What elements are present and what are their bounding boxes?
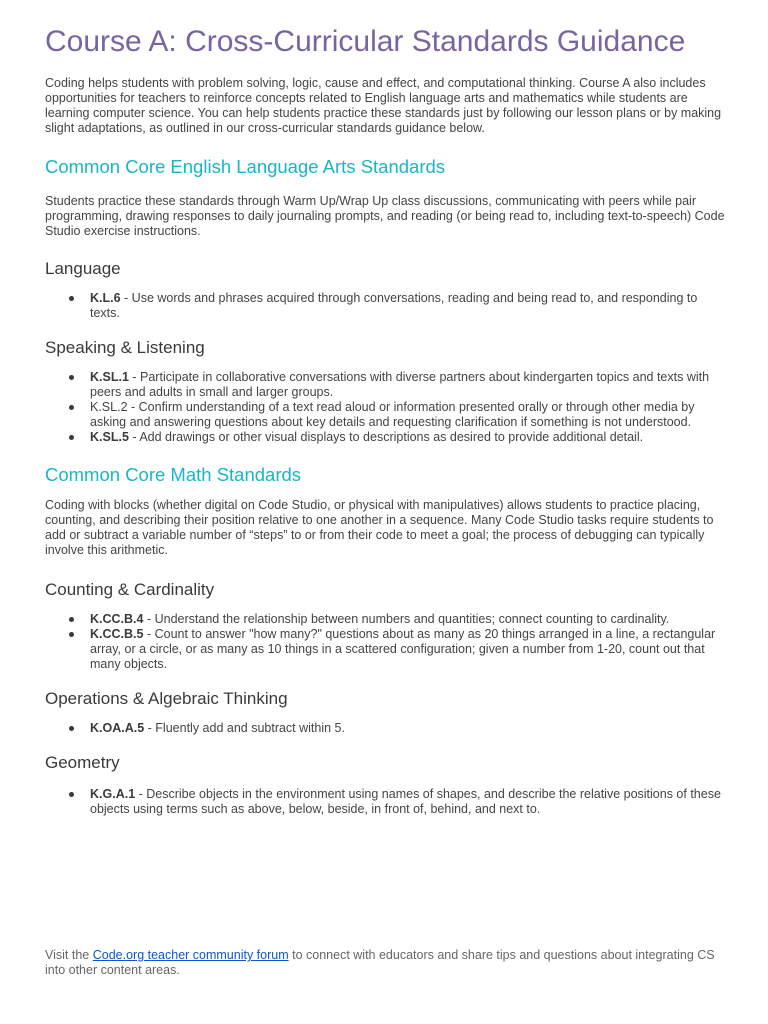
standard-code: K.SL.1 [90, 370, 129, 384]
standard-text: - Participate in collaborative conversations with diverse partners about kindergarten topics and texts with peers and adults in small and larger groups. [90, 370, 710, 399]
standard-code: K.SL.2 [90, 400, 128, 414]
list-item [45, 612, 725, 627]
language-heading: Language [45, 259, 121, 278]
list-item [45, 787, 725, 817]
ela-heading: Common Core English Language Arts Standards [45, 156, 446, 177]
list-item [45, 627, 725, 672]
standard-text: - Confirm understanding of a text read aloud or information presented orally or through other media by asking and answering questions about key details and requesting clarification if something is not understood. [90, 400, 695, 429]
list-item [45, 430, 725, 445]
list-item [45, 721, 725, 736]
footer-suffix: to connect with educators and share tips and questions about integrating CS into other content areas. [45, 948, 715, 977]
standard-code: K.OA.A.5 [90, 721, 145, 735]
counting-cardinality-heading: Counting & Cardinality [45, 580, 215, 599]
bullet-icon [69, 296, 74, 301]
standard-text: - Add drawings or other visual displays to descriptions as desired to provide additional detail. [128, 430, 644, 444]
math-heading: Common Core Math Standards [45, 464, 302, 485]
operations-algebraic-list [45, 721, 725, 736]
standard-text: - Count to answer "how many?" questions about as many as 20 things arranged in a line, a rectangular array, or a circle, or as many as 10 things in a scattered configuration; given a number from 1-20, count out that many objects. [90, 627, 716, 671]
standard-text: - Understand the relationship between numbers and quantities; connect counting to cardinality. [143, 612, 670, 626]
page-title: Course A: Cross-Curricular Standards Guidance [45, 25, 686, 58]
counting-cardinality-list [45, 612, 725, 672]
standard-text: - Fluently add and subtract within 5. [144, 721, 345, 735]
list-item [45, 291, 725, 321]
bullet-icon [69, 792, 74, 797]
standard-code: K.L.6 [90, 291, 121, 305]
intro-paragraph: Coding helps students with problem solving, logic, cause and effect, and computational thinking. Course A also includes opportunities for teachers to reinforce concepts related to English language arts and mathematics while students are learning computer science. You can help students practice these standards just by following our lesson plans or by making slight adaptations, as outlined in our cross-curricular standards guidance below. [45, 76, 722, 135]
list-item [45, 400, 725, 430]
geometry-heading: Geometry [45, 753, 120, 772]
math-description: Coding with blocks (whether digital on Code Studio, or physical with manipulatives) allows students to practice placing, counting, and describing their position relative to one another in a sequence. Many Code Studio tasks require students to add or subtract a variable number of “steps” to or from their code to meet a goal; the process of debugging can typically involve this arithmetic. [45, 498, 714, 557]
list-item [45, 370, 725, 400]
standard-code: K.SL.5 [90, 430, 129, 444]
standard-code: K.CC.B.4 [90, 612, 144, 626]
bullet-icon [69, 617, 74, 622]
speaking-listening-list [45, 370, 725, 445]
community-forum-link[interactable]: Code.org teacher community forum [92, 948, 289, 962]
geometry-list [45, 787, 725, 817]
language-list [45, 291, 725, 321]
standard-code: K.CC.B.5 [90, 627, 144, 641]
ela-description: Students practice these standards through Warm Up/Wrap Up class discussions, communicating with peers while pair programming, drawing responses to daily journaling prompts, and reading (or being read to, including text-to-speech) Code Studio exercise instructions. [45, 194, 725, 238]
bullet-icon [69, 375, 74, 380]
bullet-icon [69, 435, 74, 440]
operations-algebraic-heading: Operations & Algebraic Thinking [45, 689, 288, 708]
footer-prefix: Visit the [45, 948, 93, 962]
bullet-icon [69, 726, 74, 731]
standard-code: K.G.A.1 [90, 787, 136, 801]
standard-text: - Describe objects in the environment using names of shapes, and describe the relative positions of these objects using terms such as above, below, beside, in front of, behind, and next to. [90, 787, 721, 816]
bullet-icon [69, 405, 74, 410]
document-page [45, 0, 725, 817]
bullet-icon [69, 632, 74, 637]
footer-note [45, 948, 725, 978]
standard-text: - Use words and phrases acquired through conversations, reading and being read to, and responding to texts. [90, 291, 698, 320]
speaking-listening-heading: Speaking & Listening [45, 338, 205, 357]
